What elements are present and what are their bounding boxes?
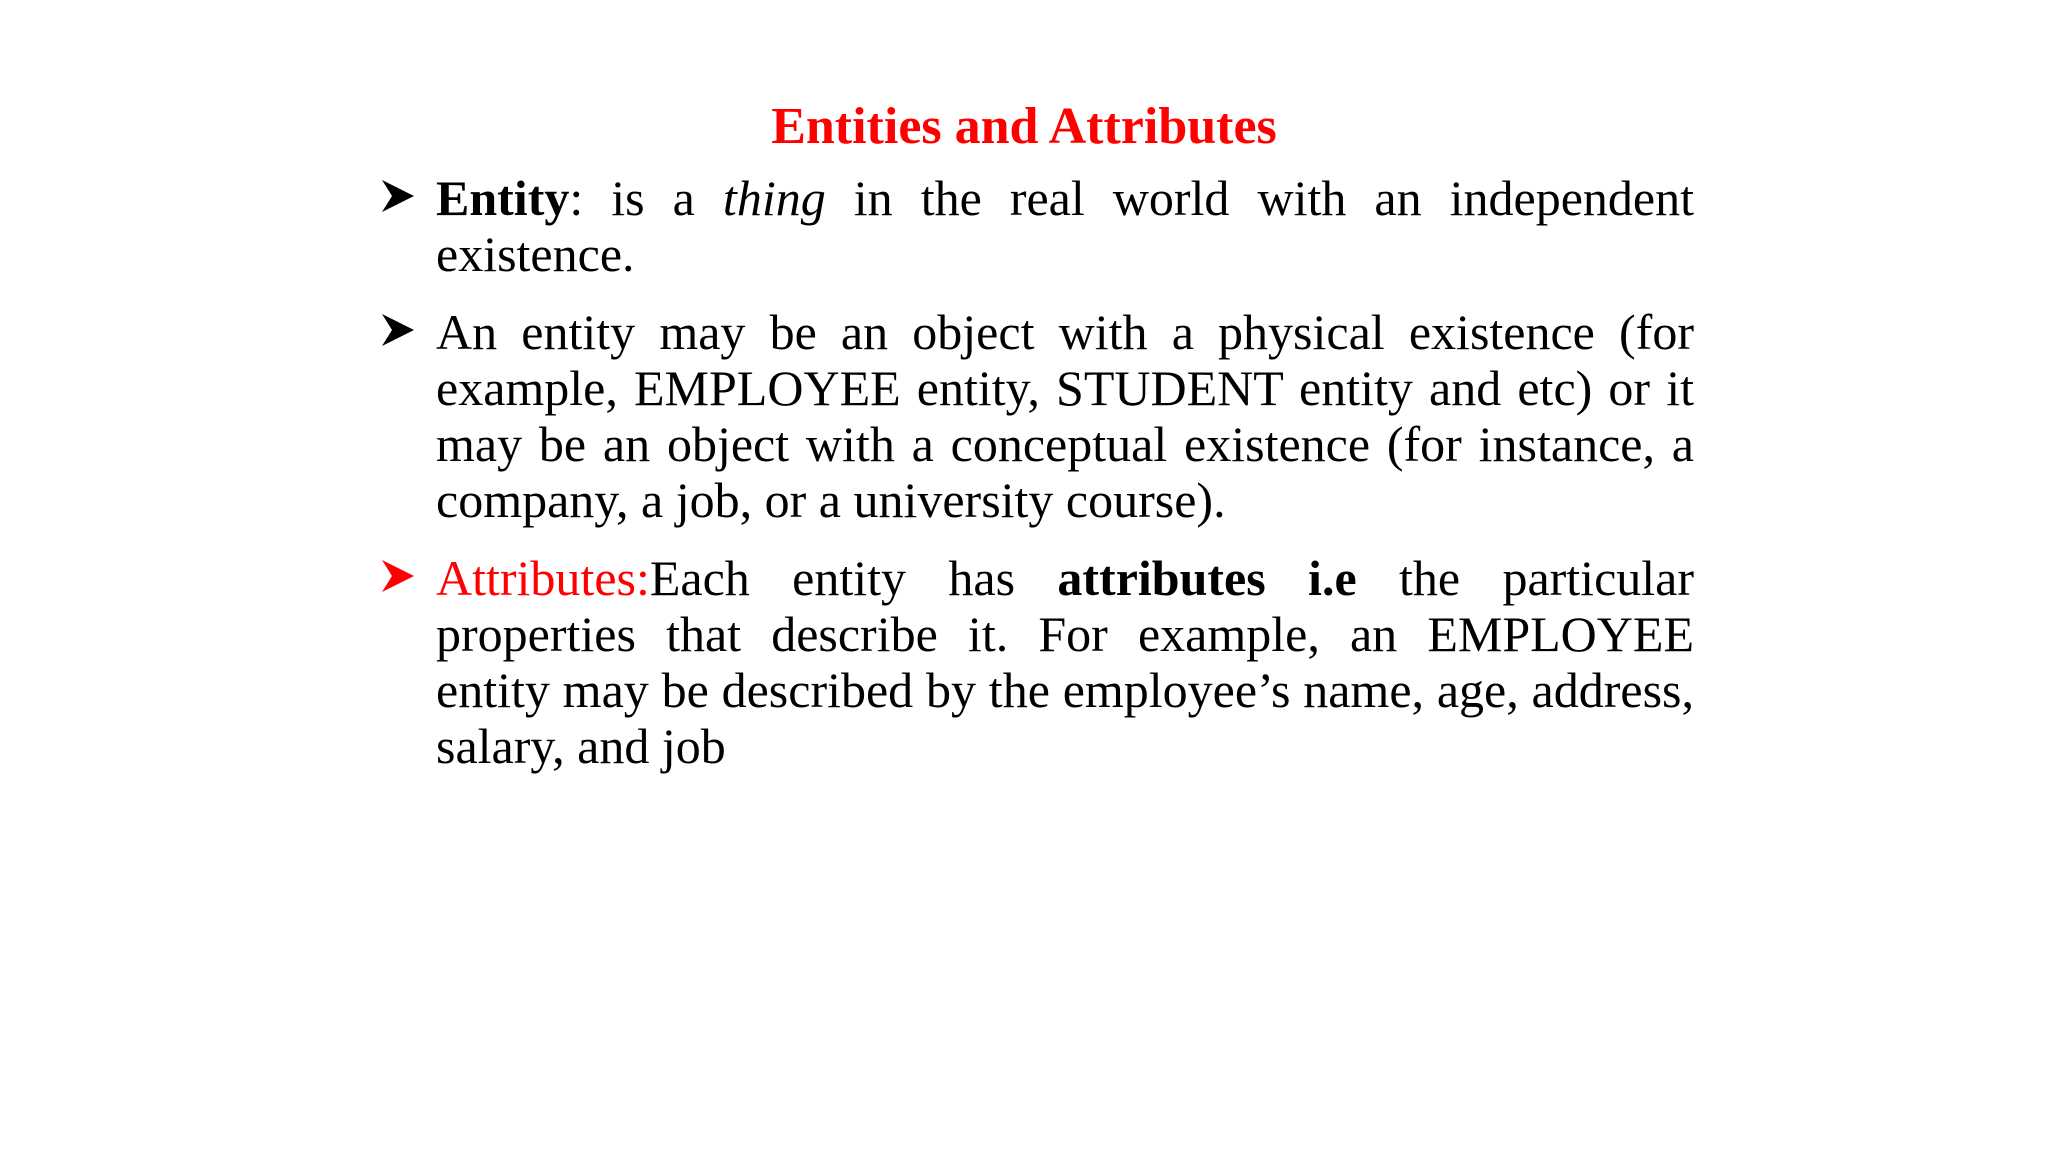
entity-colon-text: : is a — [569, 170, 723, 226]
entity-emphasis: thing — [722, 170, 826, 226]
bullet-attributes — [378, 550, 1694, 774]
bullet-entity-examples — [378, 304, 1694, 528]
attributes-definition: the particular properties that describe it. For example, an EMPLOYEE entity may be described by the employee’s name, age, address, salary, and job — [436, 550, 1694, 774]
attributes-lead: Each entity has — [649, 550, 1058, 606]
attributes-term: Attributes: — [436, 550, 650, 606]
slide-title: Entities and Attributes — [771, 98, 1277, 155]
bullet-list — [378, 170, 1694, 796]
arrowhead-bullet-icon — [378, 556, 418, 596]
entity-definition: in the real world with an independent existence. — [436, 170, 1695, 282]
bullet-entity — [378, 170, 1694, 282]
arrowhead-bullet-icon — [378, 310, 418, 350]
arrowhead-bullet-icon — [378, 176, 418, 216]
attributes-bold: attributes i.e — [1057, 550, 1357, 606]
entity-examples-text: An entity may be an object with a physical existence (for example, EMPLOYEE entity, STUDENT entity and etc) or it may be an object with a conceptual existence (for instance, a company, a job, or a university course). — [436, 304, 1694, 528]
entity-term: Entity — [436, 170, 570, 226]
